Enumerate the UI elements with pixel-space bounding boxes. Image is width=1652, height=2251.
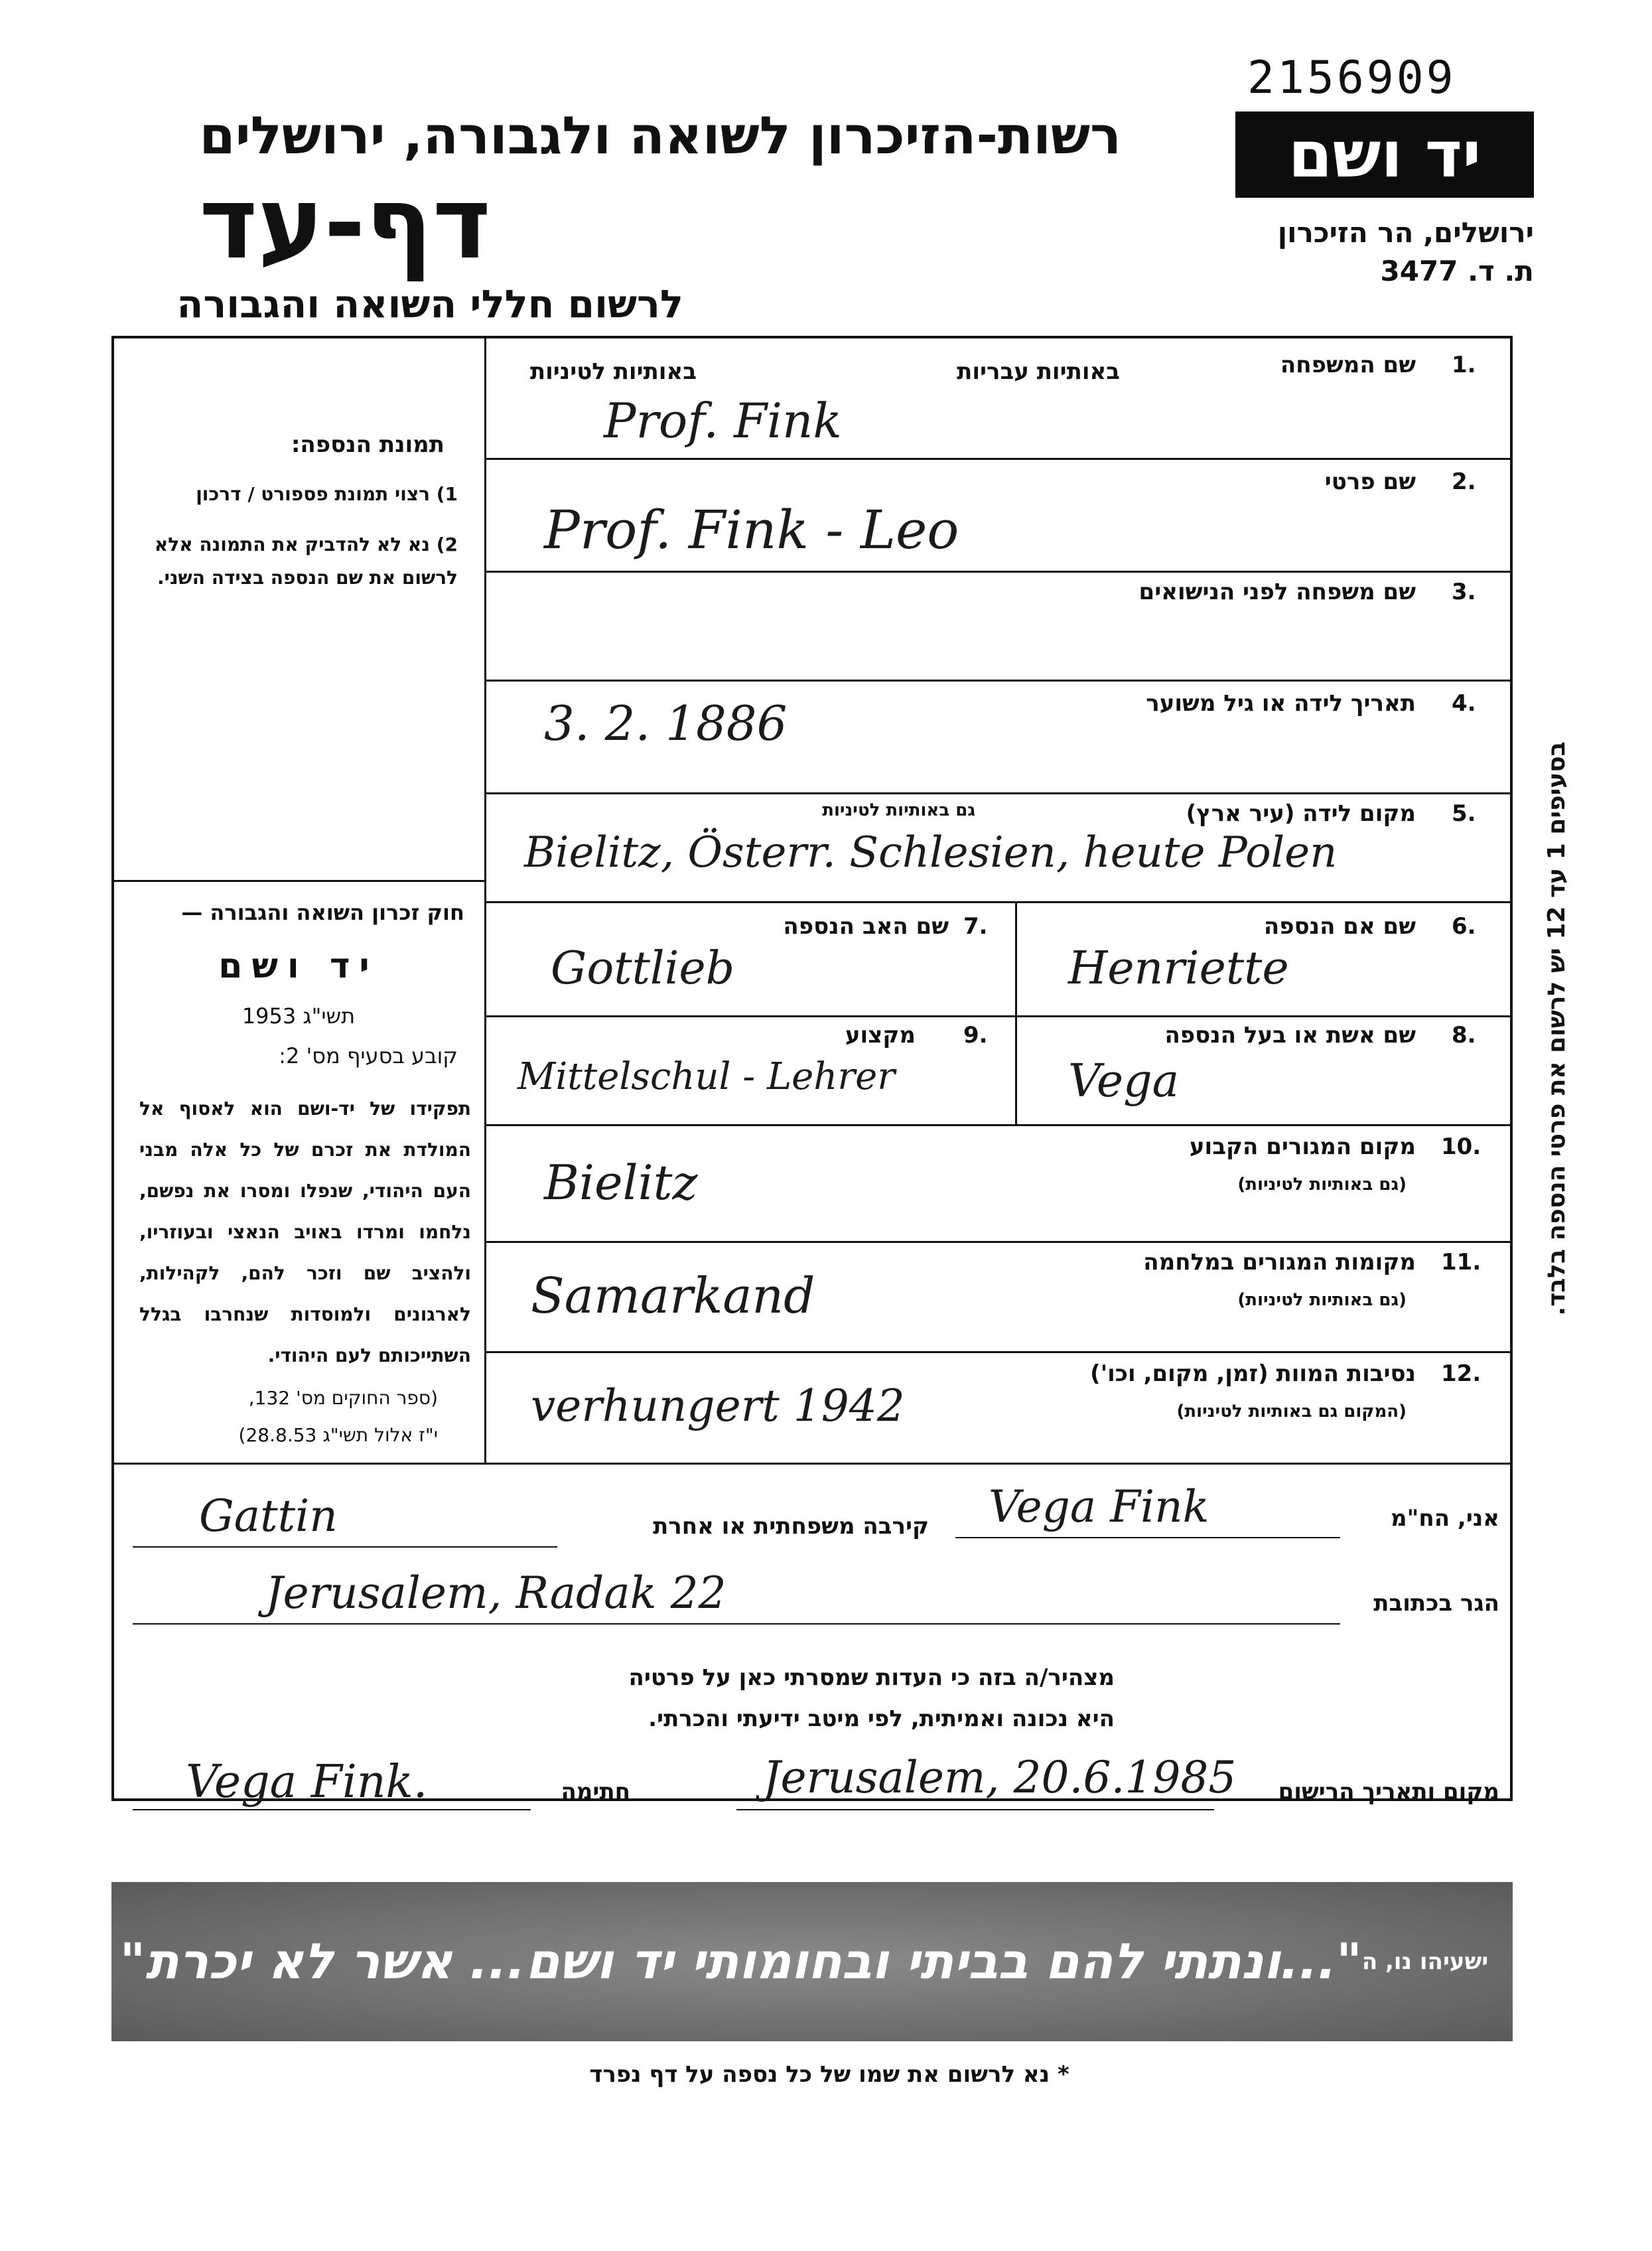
authority-name: רשות-הזיכרון לשואה ולגבורה, ירושלים [199,106,1121,166]
law-heading: חוק זכרון השואה והגבורה — [181,900,464,925]
signature-label: חתימה [561,1779,630,1805]
yad-vashem-logo [1235,111,1534,198]
address-value[interactable]: Jerusalem, Radak 22 [265,1567,726,1619]
field-10-label: מקום המגורים הקבוע [1189,1133,1416,1160]
field-5-number: 5. [1452,800,1476,827]
law-reference-2: י"ז אלול תשי"ג 28.8.53) [238,1424,438,1446]
latin-letters-column: באותיות לטיניות [529,358,697,385]
field-8-value[interactable]: Vega [1068,1055,1180,1108]
photo-box-title: תמונת הנספה: [291,431,445,458]
field-5-note: גם באותיות לטיניות [822,800,975,820]
field-6-label: שם אם הנספה [1263,913,1416,940]
field-11-number: 11. [1441,1249,1481,1275]
field-10-number: 10. [1441,1133,1481,1160]
field-2-label: שם פרטי [1324,469,1416,495]
document-number: 2156909 [1247,52,1456,104]
field-7-value[interactable]: Gottlieb [551,942,735,995]
field-4-number: 4. [1452,690,1476,717]
address-line-1: ירושלים, הר הזיכרון [1277,216,1534,249]
field-8-number: 8. [1452,1022,1476,1049]
logo-text: יד ושם [1288,117,1481,192]
field-9-number: 9. [963,1022,988,1049]
form-title: דף-עד [199,166,491,281]
quote-banner [111,1882,1513,2041]
address-line-2: ת. ד. 3477 [1380,255,1534,287]
field-3-label: שם משפחה לפני הנישואים [1138,579,1416,605]
field-1-label: שם המשפחה [1280,352,1416,378]
law-body: תפקידו של יד-ושם הוא לאסוף אל המולדת את זכרם של כל אלה מבני העם היהודי, שנפלו ומסרו את נפשם, נלחמו ומרדו באויב הנאצי ובעוזריו, ולהציב שם וזכר להם, לקהילות, לארגונים ולמוסדות שנחרבו בגלל השתייכותם לעם היהודי. [139,1098,471,1366]
field-2-number: 2. [1452,469,1476,495]
declaration-line-1: מצהיר/ה בזה כי העדות שמסרתי כאן על פרטיה [628,1664,1115,1691]
place-date-value[interactable]: Jerusalem, 20.6.1985 [763,1752,1237,1803]
relation-value[interactable]: Gattin [199,1490,338,1542]
field-1-number: 1. [1452,352,1476,378]
signature-value[interactable]: Vega Fink. [186,1756,428,1808]
field-10-value[interactable]: Bielitz [544,1155,698,1210]
field-11-value[interactable]: Samarkand [531,1268,815,1325]
hebrew-letters-column: באותיות עבריות [957,358,1120,385]
address-label: הגר בכתובת [1373,1590,1499,1617]
field-12-label: נסיבות המוות (זמן, מקום, וכו') [1090,1360,1416,1387]
field-12-note: (המקום גם באותיות לטיניות) [1176,1402,1407,1421]
law-reference-1: (ספר החוקים מס' 132, [248,1387,438,1409]
field-4-value[interactable]: 3. 2. 1886 [544,695,788,751]
relation-label: קירבה משפחתית או אחרת [653,1513,929,1540]
photo-box-item-1: 1) רצוי תמונת פספורט / דרכון [196,483,458,505]
declaration-line-2: היא נכונה ואמיתית, לפי מיטב ידיעתי והכרתי. [648,1706,1115,1732]
declarant-i-label: אני, הח"מ [1391,1505,1499,1532]
field-4-label: תאריך לידה או גיל משוער [1146,690,1416,717]
place-date-label: מקום ותאריך הרישום [1278,1779,1499,1805]
declarant-name[interactable]: Vega Fink [989,1481,1209,1532]
field-6-number: 6. [1452,913,1476,940]
field-1-value[interactable]: Prof. Fink [604,393,843,449]
field-5-value[interactable]: Bielitz, Österr. Schlesien, heute Polen [524,828,1338,877]
law-name: יד ושם [218,946,379,986]
field-9-value[interactable]: Mittelschul - Lehrer [517,1055,896,1098]
field-3-number: 3. [1452,579,1476,605]
banner-quote: "...ונתתי להם בביתי ובחומותי יד ושם... אשר לא יכרת" [119,1933,1362,1990]
law-clause: קובע בסעיף מס' 2: [279,1043,458,1068]
field-7-number: 7. [963,913,988,940]
field-5-label: מקום לידה (עיר ארץ) [1186,800,1416,827]
law-year: תשי"ג 1953 [241,1003,356,1029]
field-8-label: שם אשת או בעל הנספה [1164,1022,1416,1049]
field-7-label: שם האב הנספה [783,913,949,940]
field-9-label: מקצוע [845,1022,916,1049]
field-12-number: 12. [1441,1360,1481,1387]
field-11-note: (גם באותיות לטיניות) [1237,1290,1407,1310]
footer-note: * נא לרשום את שמו של כל נספה על דף נפרד [589,2061,1069,2088]
field-11-label: מקומות המגורים במלחמה [1143,1249,1416,1275]
field-2-value[interactable]: Prof. Fink - Leo [544,499,959,561]
form-subtitle: לרשום חללי השואה והגבורה [176,281,683,327]
banner-source: ישעיהו נו, ה [1361,1948,1489,1975]
photo-box-item-2: 2) נא לא להדביק את התמונה אלא לרשום את שם הנספה בצידה השני. [154,534,458,589]
field-10-note: (גם באותיות לטיניות) [1237,1175,1407,1195]
side-note: בסעיפים 1 עד 12 יש לרשום את פרטי הנספה בלבד. [1543,741,1570,1316]
field-6-value[interactable]: Henriette [1068,942,1289,995]
field-12-value[interactable]: verhungert 1942 [531,1380,905,1431]
